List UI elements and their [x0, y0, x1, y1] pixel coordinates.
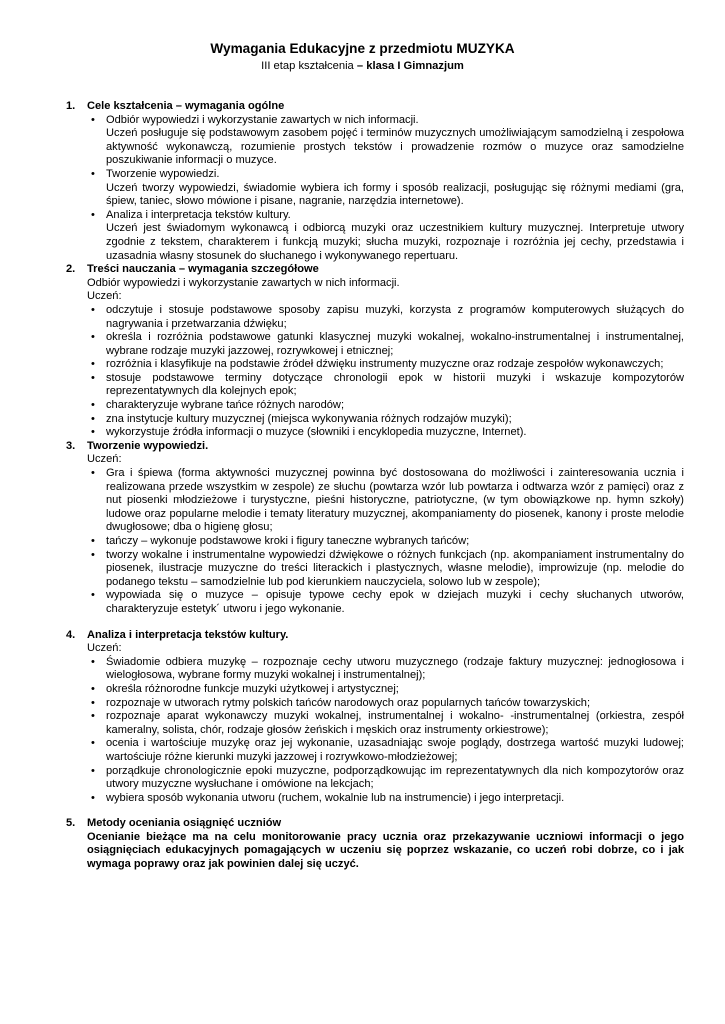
list-item	[87, 372, 684, 399]
list-item	[87, 737, 684, 764]
list-item	[87, 710, 684, 737]
section-student-label: Uczeń:	[87, 642, 122, 655]
bullet-icon: •	[91, 426, 95, 439]
item-text: zna instytucje kultury muzycznej (miejsca wykonywania różnych rodzajów muzyki);	[106, 412, 512, 425]
bullet-icon: •	[91, 764, 95, 777]
item-text: wybiera sposób wykonania utworu (ruchem, wokalnie lub na instrumencie) i jego interpretacji.	[106, 791, 565, 804]
bullet-icon: •	[91, 467, 95, 480]
item-text: Świadomie odbiera muzykę – rozpoznaje cechy utworu muzycznego (rodzaje faktury muzycznej: jednogłosowa i wielogłosowa, wybrane formy muzyki wokalnej i instrumentalnej);	[106, 655, 684, 682]
bullet-icon: •	[91, 710, 95, 723]
bullet-icon: •	[91, 412, 95, 425]
list-item	[87, 535, 684, 549]
bullet-icon: •	[91, 399, 95, 412]
item-text: wykorzystuje źródła informacji o muzyce (słowniki i encyklopedia muzyczne, Internet).	[106, 426, 527, 439]
spacer	[66, 805, 684, 817]
item-text: określa i rozróżnia podstawowe gatunki klasycznej muzyki wokalnej, wokalno-instrumentalnej i instrumentalnej, wybrane rodzaje muzyki jazzowej, rozrywkowej i etnicznej;	[106, 331, 684, 357]
item-body: Uczeń posługuje się podstawowym zasobem pojęć i terminów muzycznych umożliwiającym samodzielną i zespołowa aktywność wykonawczą, rozumienie prostych tekstów i prowadzenie rozmów o muzyce oraz samodzielne poszukiwanie informacji o muzyce.	[106, 127, 684, 167]
bullet-icon: •	[91, 331, 95, 344]
bullet-icon: •	[91, 371, 95, 384]
item-body: Uczeń jest świadomym wykonawcą i odbiorcą muzyki oraz uczestnikiem kultury muzycznej. Interpretuje utwory zgodnie z tekstem, charakterem i funkcją muzyki; słucha muzyki, rozpoznaje i rozróżnia jej cechy, przedstawia i uzasadnia własny stosunek do słuchanego i wykonywanego repertuaru.	[106, 222, 684, 262]
list-item	[87, 549, 684, 590]
item-text: odczytuje i stosuje podstawowe sposoby zapisu muzyki, korzysta z programów komputerowych służących do nagrywania i przetwarzania dźwięku;	[106, 303, 684, 330]
subtitle-stage: III etap kształcenia	[261, 60, 357, 72]
item-text: ocenia i wartościuje muzykę oraz jej wykonanie, uzasadniając swoje poglądy, dostrzega wartość muzyki ludowej; wartościuje różne kierunki muzyki jazzowej i rozrywkowo-młodzieżowej;	[106, 737, 684, 763]
section-number: 2.	[66, 263, 76, 276]
bullet-icon: •	[91, 167, 95, 180]
item-text: wypowiada się o muzyce – opisuje typowe cechy epok w dziejach muzyki i cechy słuchanych utworów, charakteryzuje estetyk´ utworu i jego wykonanie.	[106, 589, 684, 615]
bullet-icon: •	[91, 791, 95, 804]
bullet-icon: •	[91, 548, 95, 561]
section-1	[66, 100, 684, 263]
item-text: tańczy – wykonuje podstawowe kroki i figury taneczne wybranych tańców;	[106, 535, 470, 547]
bullet-icon: •	[91, 358, 95, 371]
item-heading: Odbiór wypowiedzi i wykorzystanie zawartych w nich informacji.	[106, 113, 419, 126]
list-item	[87, 114, 684, 168]
section-title: Tworzenie wypowiedzi.	[87, 439, 209, 452]
section-title: Treści nauczania – wymagania szczegółowe	[87, 263, 319, 276]
list-item	[87, 304, 684, 331]
section-title: Metody oceniania osiągnięć uczniów	[87, 817, 282, 830]
list-item	[87, 168, 684, 209]
assessment-description: Ocenianie bieżące ma na celu monitorowanie pracy ucznia oraz przekazywanie uczniowi informacji o jego osiągnięciach edukacyjnych pomagających w uczeniu się poprzez wskazanie, co uczeń robi dobrze, co i jak wymaga poprawy oraz jak powinien dalej się uczyć.	[87, 830, 684, 871]
item-body: Uczeń tworzy wypowiedzi, świadomie wybiera ich formy i sposób realizacji, posługując się różnymi mediami (gra, śpiew, taniec, słowo mówione i pisane, nagranie, narzędzia internetowe).	[106, 181, 684, 208]
list-item	[87, 656, 684, 683]
page-title: Wymagania Edukacyjne z przedmiotu MUZYKA	[210, 41, 515, 56]
bullet-icon: •	[91, 696, 95, 709]
section-student-label: Uczeń:	[87, 453, 122, 466]
list-item	[87, 765, 684, 792]
section-4	[66, 629, 684, 806]
bullet-icon: •	[91, 113, 95, 126]
list-item	[87, 413, 684, 427]
item-text: stosuje podstawowe terminy dotyczące chronologii epok w historii muzyki i wskazuje kompozytorów reprezentatywnych dla kolejnych epok;	[106, 371, 684, 398]
section-number: 1.	[66, 100, 76, 112]
item-text: porządkuje chronologicznie epoki muzyczne, podporządkowując im reprezentatywnych dla nich kompozytorów oraz utwory muzyczne wysłuchane i omówione na lekcjach;	[106, 764, 684, 791]
section-title: Analiza i interpretacja tekstów kultury.	[87, 628, 289, 641]
bullet-icon: •	[91, 589, 95, 602]
bullet-icon: •	[91, 303, 95, 316]
item-text: określa różnorodne funkcje muzyki użytkowej i artystycznej;	[106, 682, 399, 695]
section-intro: Odbiór wypowiedzi i wykorzystanie zawartych w nich informacji.	[87, 276, 400, 289]
list-item	[87, 589, 684, 616]
item-text: charakteryzuje wybrane tańce różnych narodów;	[106, 399, 345, 412]
item-text: rozróżnia i klasyfikuje na podstawie źródeł dźwięku instrumenty muzyczne oraz rodzaje zespołów wykonawczych;	[106, 358, 664, 371]
item-heading: Tworzenie wypowiedzi.	[106, 167, 220, 180]
item-text: rozpoznaje aparat wykonawczy muzyki wokalnej, instrumentalnej i wokalno- -instrumentalnej (orkiestra, zespół kameralny, solista, chór, rodzaje głosów żeńskich i męskich oraz instrumenty orkiestrowe);	[106, 710, 684, 736]
list-item	[87, 426, 684, 440]
section-number: 3.	[66, 439, 76, 452]
list-item	[87, 683, 684, 697]
bullet-icon: •	[91, 737, 95, 750]
spacer	[66, 617, 684, 629]
bullet-icon: •	[91, 682, 95, 695]
section-number: 5.	[66, 817, 76, 830]
list-item	[87, 209, 684, 263]
item-text: tworzy wokalne i instrumentalne wypowiedzi dźwiękowe o różnych funkcjach (np. akompaniament instrumentalny do piosenek, ilustracje muzyczne do treści literackich i plastycznych, własne melodie), improwizuje (np. melodie do podanego tekstu – samodzielnie lub pod kierunkiem nauczyciela, solowo lub w zespole);	[106, 548, 684, 588]
subtitle-class: – klasa I Gimnazjum	[356, 60, 464, 72]
requirements-list	[87, 656, 684, 806]
page-subtitle	[0, 59, 725, 73]
item-heading: Analiza i interpretacja tekstów kultury.	[106, 208, 291, 221]
section-student-label: Uczeń:	[87, 290, 122, 303]
list-item	[87, 467, 684, 535]
section-5	[66, 817, 684, 871]
document-content	[66, 100, 684, 872]
item-text: Gra i śpiewa (forma aktywności muzycznej powinna być dostosowana do możliwości i zainteresowania ucznia i realizowana przede wszystkim w zespole) ze słuchu (powtarza wzór lub powtarza i odtwarza wzór z pamięci) oraz z nut piosenki młodzieżowe i turystyczne, pieśni historyczne, patriotyczne, (w tym obowiązkowe np. hymn szkoły) ludowe oraz popularne melodie i tematy literatury muzycznej, akompaniamenty do piosenek, kanony i proste melodie dwugłosowe; dba o higienę głosu;	[106, 467, 684, 534]
section-2	[66, 263, 684, 440]
list-item	[87, 697, 684, 711]
item-text: rozpoznaje w utworach rytmy polskich tańców narodowych oraz popularnych tańców towarzyskich;	[106, 696, 591, 709]
goals-list	[87, 114, 684, 264]
requirements-list	[87, 304, 684, 440]
bullet-icon: •	[91, 655, 95, 668]
requirements-list	[87, 467, 684, 617]
bullet-icon: •	[91, 208, 95, 221]
section-number: 4.	[66, 628, 76, 641]
list-item	[87, 331, 684, 358]
list-item	[87, 792, 684, 806]
section-3	[66, 440, 684, 617]
section-title: Cele kształcenia – wymagania ogólne	[87, 100, 285, 112]
list-item	[87, 358, 684, 372]
bullet-icon: •	[91, 535, 95, 547]
list-item	[87, 399, 684, 413]
